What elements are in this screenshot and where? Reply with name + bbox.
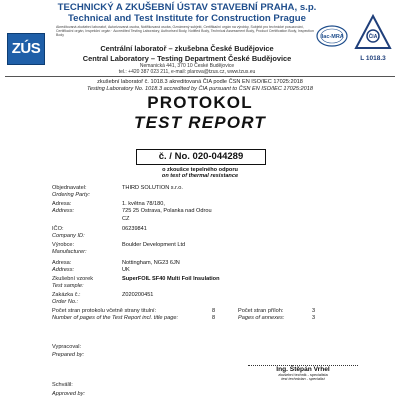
- accreditation-cz: zkušební laboratoř č. 1018.3 akreditovaná ČIA podle ČSN EN ISO/IEC 17025:2018: [97, 79, 303, 85]
- manufacturer-label: Výrobce:: [52, 242, 75, 248]
- order-number-value: Z020200451: [122, 292, 154, 298]
- lab-number: L 1018.3: [360, 55, 386, 62]
- lab-name-en: Central Laboratory – Testing Department České Budějovice: [82, 54, 292, 63]
- manufacturer-address-label: Adresa:: [52, 260, 72, 266]
- annex-pages-value: 3: [312, 308, 316, 314]
- pages-count-value: 8: [212, 308, 216, 314]
- lab-address: Nemanická 441, 370 10 České Budějovice: [139, 63, 235, 69]
- manufacturer-address-line2: UK: [122, 267, 130, 273]
- address-line2: 725 25 Ostrava, Polanka nad Odrou: [122, 208, 212, 214]
- fine-print-2: Certifikační orgán, Inspekční orgán · Accredited Testing Laboratory, Authorised Body, Notified Body, Technical Assessment Body, Product Certification Body, Inspection Body: [56, 29, 314, 37]
- subject-cz: o zkoušce tepelného odporu: [162, 167, 238, 173]
- address-label-en: Address:: [52, 208, 75, 214]
- test-sample-label: Zkušební vzorek: [52, 276, 94, 282]
- pages-count-value-en: 8: [212, 315, 216, 321]
- test-sample-label-en: Test sample:: [52, 283, 84, 289]
- address-line1: 1. května 78/180,: [122, 201, 165, 207]
- pages-count-label-en: Number of pages of the Test Report incl. title page:: [52, 315, 179, 321]
- lab-name-cz: Centrální laboratoř – zkušebna České Budějovice: [100, 44, 274, 53]
- title-cz: PROTOKOL: [147, 93, 253, 112]
- annex-pages-label: Počet stran příloh:: [238, 308, 284, 314]
- signatory-role-cz: zkušební technik - specialista: [278, 373, 328, 377]
- lab-contact: tel.: +420 387 023 211, e-mail: plarova@tzus.cz, www.tzus.eu: [118, 69, 256, 75]
- address-label: Adresa:: [52, 201, 72, 207]
- header-divider: [5, 76, 395, 77]
- manufacturer-address-label-en: Address:: [52, 267, 75, 273]
- prepared-by-label: Vypracoval:: [52, 344, 82, 350]
- ordering-party-label: Objednavatel:: [52, 185, 87, 191]
- ilac-mra-logo: [316, 24, 348, 48]
- pages-count-label: Počet stran protokolu včetně strany titulní:: [52, 308, 157, 314]
- accreditation-en: Testing Laboratory No. 1018.3 accredited by ČIA pursuant to ČSN EN ISO/IEC 17025:2018: [87, 86, 313, 92]
- company-id-value: 06239841: [122, 226, 147, 232]
- order-number-label: Zakázka č.:: [52, 292, 81, 298]
- approved-by-label-en: Approved by:: [52, 391, 85, 397]
- cia-label: ČIA: [368, 34, 378, 40]
- subject-en: on test of thermal resistance: [161, 173, 239, 179]
- signatory-role-en: test technician - specialist: [281, 377, 325, 381]
- title-en: TEST REPORT: [134, 113, 266, 132]
- company-id-label: IČO:: [52, 226, 64, 232]
- fine-print-1: Akreditovaná zkušební laboratoř, Autorizovaná osoba, Notifikovaná osoba, Oznámený subjekt, Certifikační orgán na výrobky, Subjekt pro technické posuzování,: [56, 25, 304, 29]
- prepared-by-label-en: Prepared by:: [52, 352, 85, 358]
- zus-logo-text: ZÚS: [11, 40, 41, 57]
- order-number-label-en: Order No.:: [52, 299, 79, 305]
- zus-logo: [7, 33, 45, 65]
- company-id-label-en: Company ID:: [52, 233, 85, 239]
- approved-by-label: Schválil:: [52, 382, 73, 388]
- institute-name-en: Technical and Test Institute for Construction Prague: [68, 13, 306, 24]
- ordering-party-label-en: Ordering Party:: [52, 192, 90, 198]
- signatory-name: Ing. Štěpán Vrhel: [276, 366, 330, 373]
- report-number: č. / No. 020-044289: [136, 149, 266, 165]
- manufacturer-label-en: Manufacturer:: [52, 249, 87, 255]
- address-line3: CZ: [122, 216, 130, 222]
- annex-pages-label-en: Pages of annexes:: [238, 315, 285, 321]
- cia-logo: [354, 14, 392, 52]
- institute-name-cz: TECHNICKÝ A ZKUŠEBNÍ ÚSTAV STAVEBNÍ PRAHA, s.p.: [57, 2, 317, 13]
- manufacturer-value: Boulder Development Ltd: [122, 242, 186, 248]
- annex-pages-value-en: 3: [312, 315, 316, 321]
- ilac-mra-label: ilac-MRA: [320, 34, 344, 40]
- manufacturer-address-line1: Nottingham, NG23 6JN: [122, 260, 180, 266]
- ordering-party-value: THIRD SOLUTION s.r.o.: [122, 185, 183, 191]
- test-sample-value: SuperFOIL SF40 Multi Foil Insulation: [122, 276, 220, 282]
